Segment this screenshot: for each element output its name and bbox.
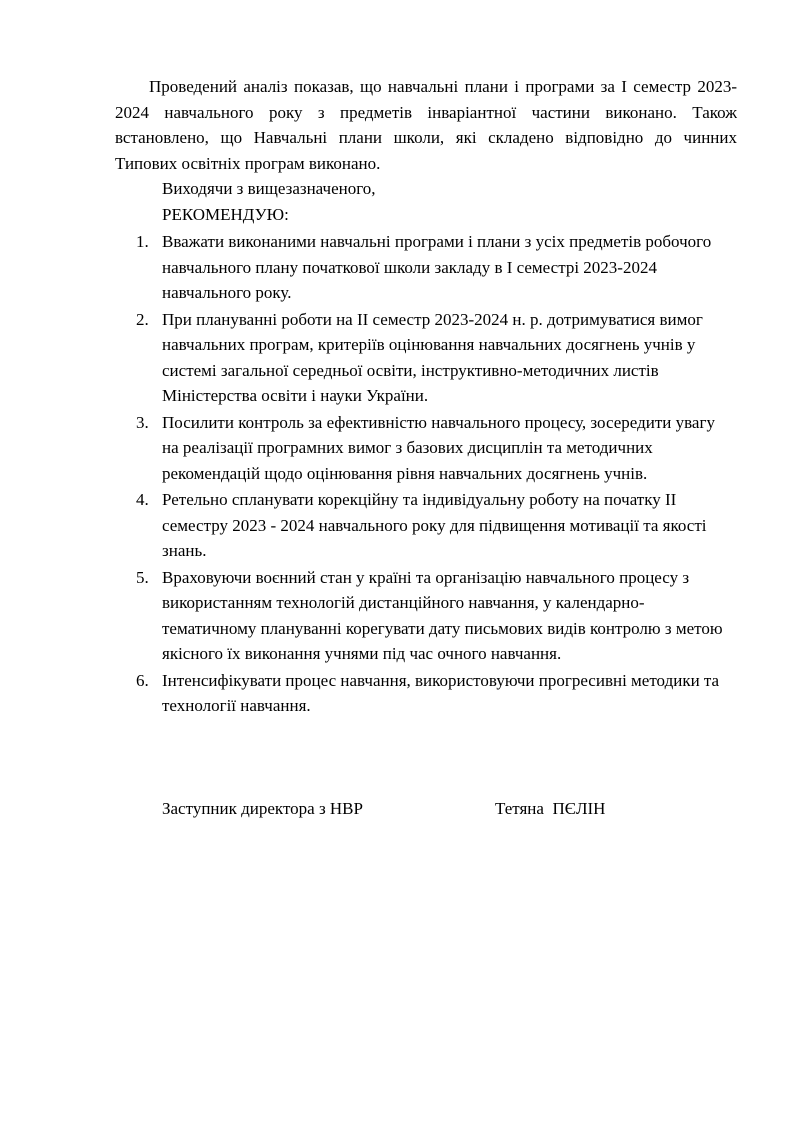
intro-paragraph bbox=[115, 74, 737, 176]
recommendation-item bbox=[136, 565, 732, 667]
item-number: 1. bbox=[136, 232, 149, 251]
recommendation-item bbox=[136, 487, 732, 564]
item-number: 5. bbox=[136, 567, 149, 587]
signature-name: Тетяна ПЄЛІН bbox=[495, 799, 606, 818]
item-text: Інтенсифікувати процес навчання, використовуючи прогресивні методики та технології навчання. bbox=[162, 670, 720, 715]
recommendation-item bbox=[136, 229, 732, 306]
recommendations-list bbox=[136, 229, 732, 719]
recommendation-item bbox=[136, 410, 732, 487]
signature-role: Заступник директора з НВР bbox=[162, 799, 363, 818]
intro-text: Проведений аналіз показав, що навчальні плани і програми за І семестр 2023-2024 навчального року з предметів інваріантної частини виконано. Також встановлено, що Навчальні плани школи, які складено відповідно до чинних Типових освітніх програм виконано. bbox=[115, 77, 737, 173]
item-number: 2. bbox=[136, 309, 149, 329]
item-text: Враховуючи воєнний стан у країні та організацію навчального процесу з використанням технологій дистанційного навчання, у календарно-тематичному плануванні корегувати дату письмових видів контролю з метою якісного їх виконання учнями під час очного навчання. bbox=[162, 567, 723, 663]
item-number: 4. bbox=[136, 490, 149, 509]
recommend-heading: РЕКОМЕНДУЮ: bbox=[162, 205, 289, 224]
item-text: Ретельно спланувати корекційну та індивідуальну роботу на початку ІІ семестру 2023 - 2024 навчального року для підвищення мотивації та якості знань. bbox=[162, 490, 707, 560]
item-number: 3. bbox=[136, 412, 149, 432]
item-number: 6. bbox=[136, 670, 149, 690]
item-text: При плануванні роботи на ІІ семестр 2023-2024 н. р. дотримуватися вимог навчальних програм, критеріїв оцінювання навчальних досягнень учнів у системі загальної середньої освіти, інструктивно-методичних листів Міністерства освіти і науки України. bbox=[162, 309, 703, 405]
recommendation-item bbox=[136, 668, 732, 719]
item-text: Посилити контроль за ефективністю навчального процесу, зосередити увагу на реалізації програмних вимог з базових дисциплін та методичних рекомендацій щодо оцінювання рівня навчальних досягнень учнів. bbox=[162, 412, 715, 483]
item-text: Вважати виконаними навчальні програми і плани з усіх предметів робочого навчального плану початкової школи закладу в І семестрі 2023-2024 навчального року. bbox=[162, 232, 712, 302]
lead-line: Виходячи з вищезазначеного, bbox=[162, 179, 376, 198]
recommendation-item bbox=[136, 307, 732, 409]
